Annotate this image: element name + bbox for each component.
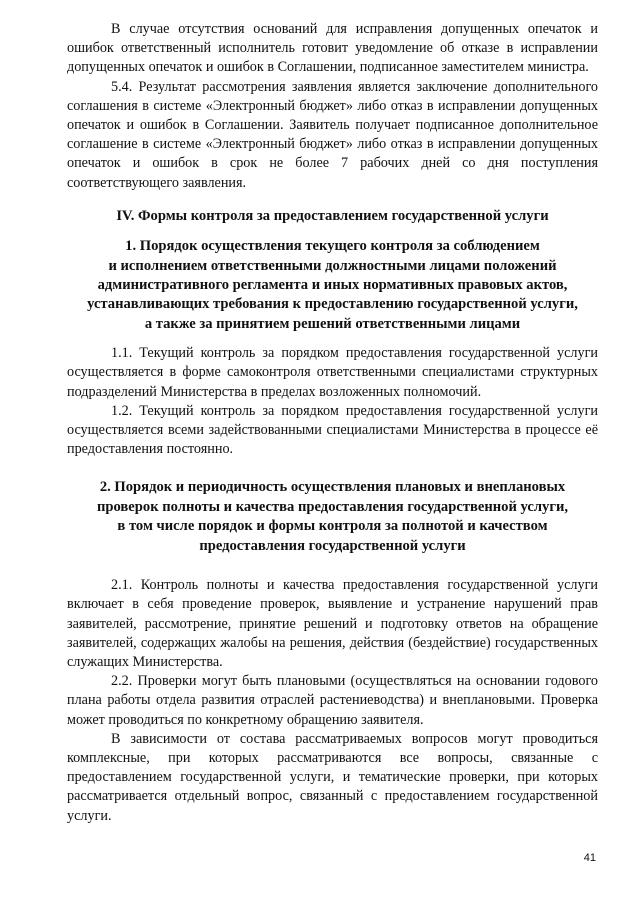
page-number: 41 <box>583 852 596 864</box>
paragraph-5-4: 5.4. Результат рассмотрения заявления является заключение дополнительного соглашения в системе «Электронный бюджет» либо отказ в исправлении допущенных опечаток и ошибок в Соглашении. Заявитель получает подписанное дополнительное соглашение в системе «Электронный бюджет» либо отказ в исправлении допущенных опечаток и ошибок в срок не более 7 рабочих дней со дня поступления соответствующего заявления. <box>67 78 598 191</box>
spacer <box>67 566 598 576</box>
paragraph-1-1: 1.1. Текущий контроль за порядком предоставления государственной услуги осуществляется в форме самоконтроля ответственными специалистами структурных подразделений Министерства в пределах возложенных полномочий. <box>67 345 598 400</box>
subsection-2-title <box>67 478 598 556</box>
subsection-1-title-line: административного регламента и иных нормативных правовых актов, <box>97 277 568 294</box>
subsection-1-title-line: а также за принятием решений ответственными лицами <box>144 315 521 332</box>
subsection-1-title-line: устанавливающих требования к предоставлению государственной услуги, <box>87 296 578 313</box>
subsection-2-title-line: в том числе порядок и формы контроля за полнотой и качеством <box>117 518 548 535</box>
section-title: IV. Формы контроля за предоставлением государственной услуги <box>116 207 549 224</box>
paragraph-refusal-notice: В случае отсутствия оснований для исправления допущенных опечаток и ошибок ответственный исполнитель готовит уведомление об отказе в исправлении допущенных опечаток и ошибок в Соглашении, подписанное заместителем министра. <box>67 21 598 76</box>
subsection-1-title <box>67 237 598 334</box>
spacer <box>67 459 598 478</box>
subsection-1-title-line: и исполнением ответственными должностными лицами положений <box>108 257 557 274</box>
paragraph-2-2: 2.2. Проверки могут быть плановыми (осуществляться на основании годового плана работы отдела развития отраслей растениеводства) и внеплановыми. Проверка может проводиться по конкретному обращению заявителя. <box>67 673 598 728</box>
subsection-2-title-line: проверок полноты и качества предоставления государственной услуги, <box>96 498 569 515</box>
subsection-1-title-line: 1. Порядок осуществления текущего контроля за соблюдением <box>125 238 540 255</box>
paragraph-inspection-types: В зависимости от состава рассматриваемых вопросов могут проводиться комплексные, при которых рассматриваются все вопросы, связанные с предоставлением государственной услуги, и тематические проверки, при которых рассматривается отдельный вопрос, связанный с предоставлением государственной услуги. <box>67 730 598 824</box>
subsection-2-title-line: 2. Порядок и периодичность осуществления плановых и внеплановых <box>99 479 566 496</box>
paragraph-2-1: 2.1. Контроль полноты и качества предоставления государственной услуги включает в себя проведение проверок, выявление и устранение нарушений прав заявителей, рассмотрение, принятие решений и подготовку ответов на обращение заявителей, содержащих жалобы на решения, действия (бездействие) государственных служащих Министерства. <box>67 577 598 670</box>
subsection-2-title-line: предоставления государственной услуги <box>199 537 466 554</box>
paragraph-1-2: 1.2. Текущий контроль за порядком предоставления государственной услуги осуществляется всеми задействованными специалистами Министерства в процессе её предоставления постоянно. <box>67 402 598 458</box>
